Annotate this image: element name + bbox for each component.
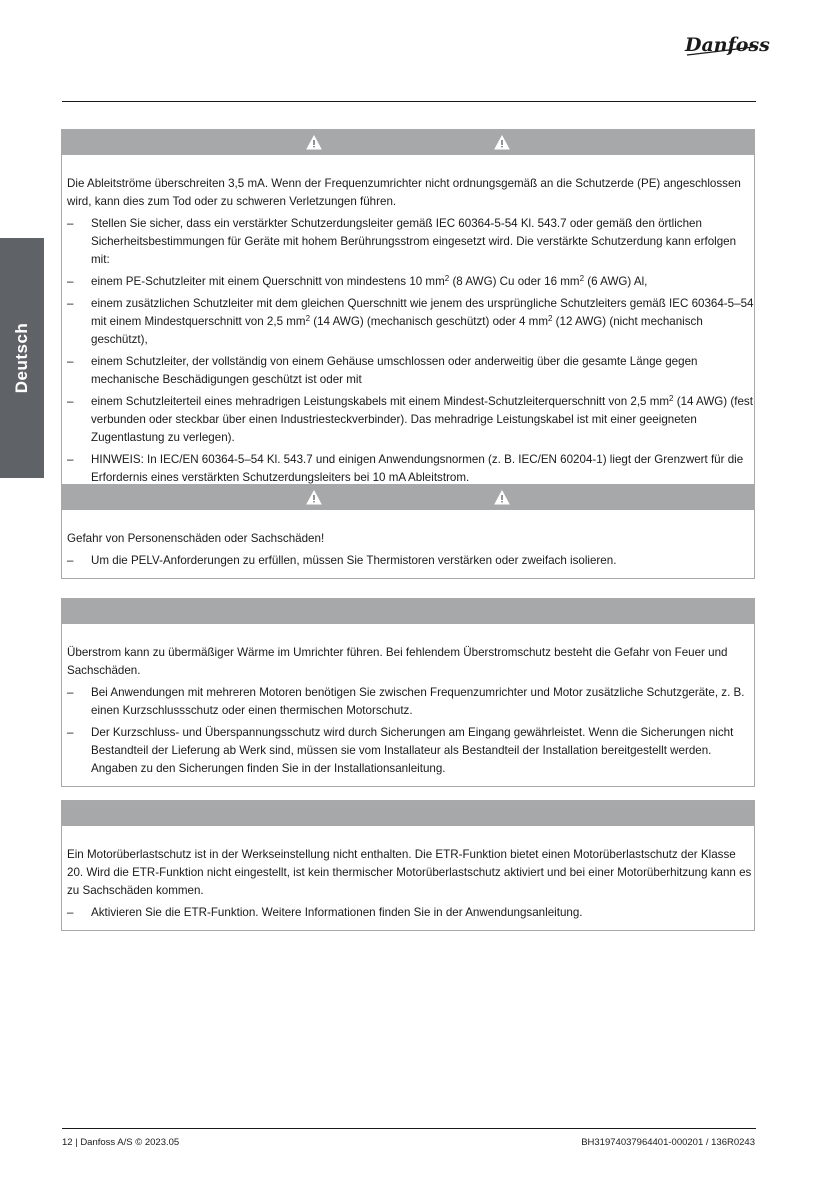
list-item: – HINWEIS: In IEC/EN 60364-5–54 Kl. 543.7 und einigen Anwendungsnormen (z. B. IEC/EN 60204-1) liegt der Grenzwert für die Erfordernis eines verstärkten Schutzerdungsleiters bei 10 mA Ableitstrom. [67, 453, 744, 484]
notice-intro-text: Überstrom kann zu übermäßiger Wärme im Umrichter führen. Bei fehlendem Überstromschutz besteht die Gefahr von Feuer und Sachschäden. [67, 646, 728, 677]
footer-page-info: 12 | Danfoss A/S © 2023.05 [62, 1137, 180, 1148]
list-item: – einem PE-Schutzleiter mit einem Querschnitt von mindestens 10 $mm^2$ (8 AWG) Cu oder 16 $mm^2$ (6 AWG) Al, [67, 274, 648, 288]
notice-header-bar [62, 801, 754, 826]
warning-triangle-icon [306, 135, 322, 150]
warning-header-bar [62, 485, 754, 510]
warning-header-bar [62, 130, 754, 155]
leakage-current-warning-box [61, 129, 755, 496]
motor-overload-notice-box [61, 800, 755, 931]
logo-text: Danfoss [685, 34, 770, 56]
warning-triangle-icon [306, 490, 322, 505]
warning-intro-text: Die Ableitströme überschreiten 3,5 mA. Wenn der Frequenzumrichter nicht ordnungsgemäß an die Schutzerde (PE) angeschlossen wird, kann dies zum Tod oder zu schweren Verletzungen führen. [67, 177, 741, 208]
footer-rule [62, 1128, 756, 1129]
list-item: – einem zusätzlichen Schutzleiter mit dem gleichen Querschnitt wie jenem des ursprüngliche Schutzleiters gemäß IEC 60364-5–54 mit einem Mindestquerschnitt von 2,5 $mm^2$ (14 AWG) (mechanisch geschützt) oder 4 $mm^2$ (12 AWG) (nicht mechanisch geschützt), [67, 297, 754, 346]
language-side-tab-label: Deutsch [12, 322, 31, 394]
list-item: – Der Kurzschluss- und Überspannungsschutz wird durch Sicherungen am Eingang gewährleistet. Wenn die Sicherungen nicht Bestandteil der Lieferung ab Werk sind, müssen sie vom Installateur als Bestandteil der Installation bereitgestellt werden. Angaben zu den Sicherungen finden Sie in der Installationsanleitung. [67, 726, 734, 775]
list-item: – Bei Anwendungen mit mehreren Motoren benötigen Sie zwischen Frequenzumrichter und Motor zusätzliche Schutzgeräte, z. B. einen Kurzschlussschutz oder einen thermischen Motorschutz. [67, 686, 745, 717]
notice-intro-text: Ein Motorüberlastschutz ist in der Werkseinstellung nicht enthalten. Die ETR-Funktion bietet einen Motorüberlastschutz der Klasse 20. Wird die ETR-Funktion nicht eingestellt, ist kein thermischer Motorüberlastschutz aktiviert und bei einer Motorüberhitzung kann es zu Sachschäden kommen. [67, 848, 752, 897]
footer-document-number: BH31974037964401-000201 / 136R0243 [581, 1137, 755, 1148]
list-item: – einem Schutzleiterteil eines mehradrigen Leistungskabels mit einem Mindest-Schutzleiterquerschnitt von 2,5 $mm^2$ (14 AWG) (fest verbunden oder steckbar über einen Industriesteckverbinder). Das mehradrige Leistungskabel ist mit einer geeigneten Zugentlastung zu verlegen). [67, 394, 753, 444]
overcurrent-notice-box [61, 598, 755, 787]
pelv-warning-box [61, 484, 755, 579]
list-item: – einem Schutzleiter, der vollständig von einem Gehäuse umschlossen oder anderweitig über die gesamte Länge gegen mechanische Beschädigungen geschützt ist oder mit [67, 355, 698, 386]
warning-intro-text: Gefahr von Personenschäden oder Sachschäden! [67, 532, 325, 545]
danfoss-logo [683, 30, 770, 60]
notice-header-bar [62, 599, 754, 624]
list-item: – Um die PELV-Anforderungen zu erfüllen, müssen Sie Thermistoren verstärken oder zweifach isolieren. [67, 554, 617, 567]
header-rule [62, 101, 756, 102]
list-item: – Stellen Sie sicher, dass ein verstärkter Schutzerdungsleiter gemäß IEC 60364-5-54 Kl. 543.7 oder gemäß den örtlichen Sicherheitsbestimmungen für Geräte mit hohem Berührungsstrom eingesetzt wird. Die verstärkte Schutzerdung kann erfolgen mit: [67, 217, 737, 266]
warning-triangle-icon [494, 135, 510, 150]
list-item: – Aktivieren Sie die ETR-Funktion. Weitere Informationen finden Sie in der Anwendungsanleitung. [67, 906, 583, 919]
warning-triangle-icon [494, 490, 510, 505]
